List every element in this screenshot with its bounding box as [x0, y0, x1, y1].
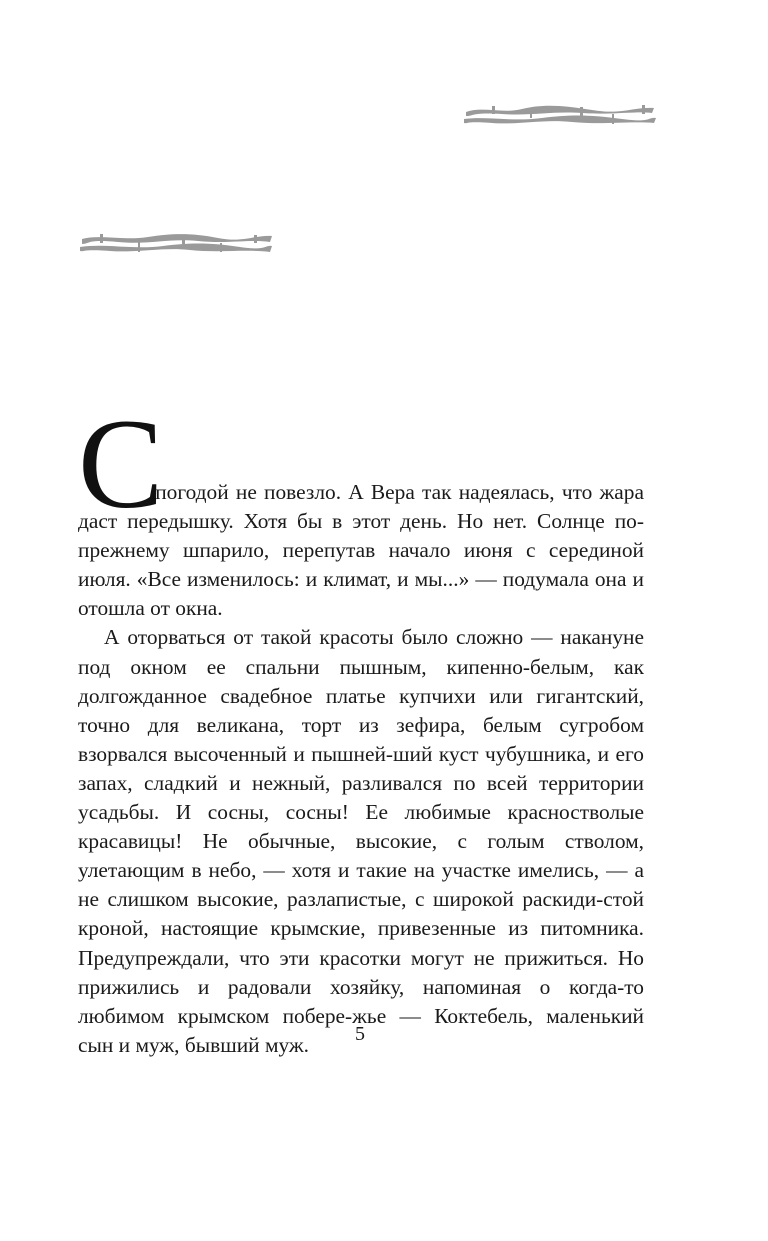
decorative-flourish-bottom	[78, 231, 274, 257]
paragraph-2: А оторваться от такой красоты было сложно — накануне под окном ее спальни пышным, кипенно-белым, как долгожданное свадебное платье купчихи или гигантский, точно для великана, торт из зефира, белым сугробом взорвался высоченный и пышней-ший куст чубушника, и его запах, сладкий и нежный, разливался по всей территории усадьбы. И сосны, сосны! Ее любимые красностволые красавицы! Не обычные, высокие, с голым стволом, улетающим в небо, — хотя и такие на участке имелись, — а не слишком высокие, разлапистые, с широкой раскиди-стой кроной, настоящие крымские, привезенные из питомника. Предупреждали, что эти красотки могут не прижиться. Но прижились и радовали хозяйку, напоминая о когда-то любимом крымском побере-жье — Коктебель, маленький сын и муж, бывший муж.	[78, 625, 644, 1057]
paragraph-1-text: погодой не повезло. А Вера так надеялась, что жара даст передышку. Хотя бы в этот день. Но нет. Солнце по-прежнему шпарило, перепутав начало июня с серединой июля. «Все изменилось: и климат, и мы...» — подумала она и отошла от окна.	[78, 480, 644, 621]
body-text	[78, 478, 644, 1060]
decorative-flourish-top	[462, 102, 658, 128]
paragraph-1	[78, 478, 644, 623]
drop-cap: С	[78, 393, 164, 535]
page-number: 5	[355, 1023, 365, 1045]
